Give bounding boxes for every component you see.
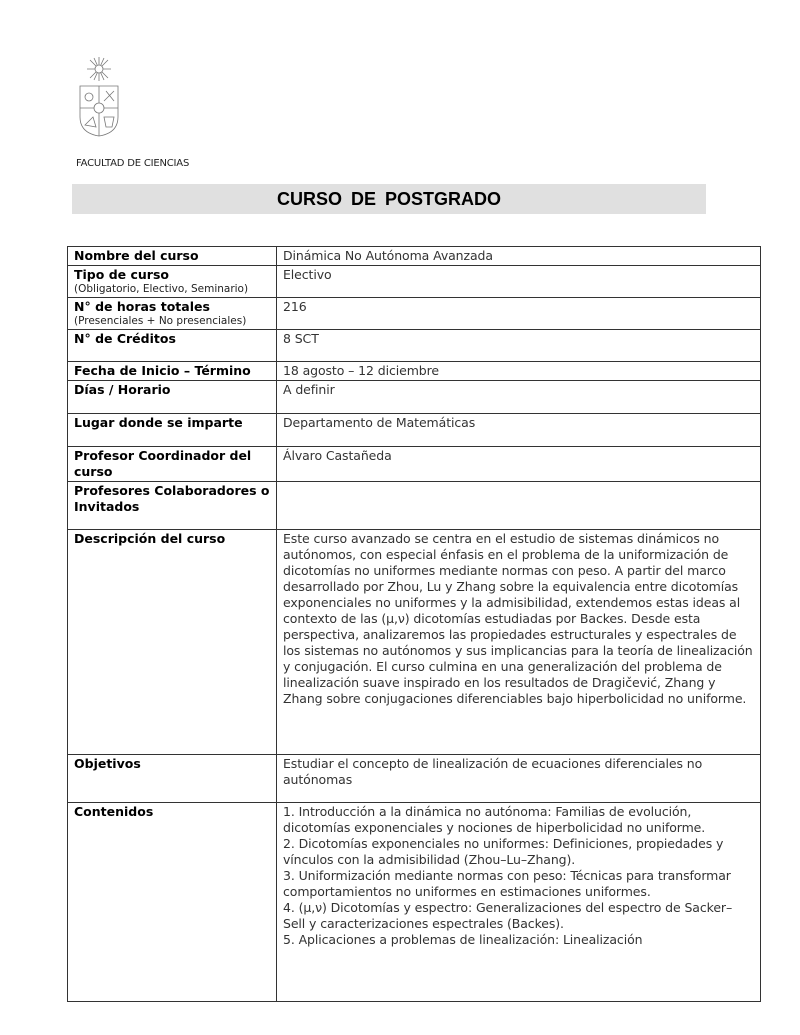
label-lugar: Lugar donde se imparte	[68, 414, 277, 447]
row-colaboradores	[68, 482, 761, 530]
value-contenidos	[277, 803, 761, 1002]
label-nombre: Nombre del curso	[68, 247, 277, 266]
contenidos-list	[283, 804, 754, 1000]
value-fecha: 18 agosto – 12 diciembre	[277, 362, 761, 381]
value-descripcion: Este curso avanzado se centra en el estudio de sistemas dinámicos no autónomos, con especial énfasis en el problema de la uniformización de dicotomías no uniformes mediante normas con peso. A partir del marco desarrollado por Zhou, Lu y Zhang sobre la equivalencia entre dicotomías exponenciales no uniformes y la admisibilidad, extendemos estas ideas al contexto de las (μ,ν) dicotomías estudiadas por Backes. Desde esta perspectiva, analizaremos las propiedades estructurales y espectrales de los sistemas no autónomos y sus implicancias para la teoría de linealización y conjugación. El curso culmina en una generalización del problema de linealización suave inspirado en los resultados de Dragičević, Zhang y Zhang sobre conjugaciones diferenciables bajo hiperbolicidad no uniforme.	[277, 530, 761, 755]
contenidos-item: 1. Introducción a la dinámica no autónoma: Familias de evolución, dicotomías exponenciales y nociones de hiperbolicidad no uniforme.	[283, 804, 706, 835]
faculty-name: FACULTAD DE CIENCIAS	[76, 158, 190, 169]
contenidos-item: 4. (μ,ν) Dicotomías y espectro: Generalizaciones del espectro de Sacker–Sell y caracterizaciones espectrales (Backes).	[283, 900, 733, 931]
contenidos-item: 3. Uniformización mediante normas con peso: Técnicas para transformar comportamientos no uniformes en estimaciones uniformes.	[283, 868, 731, 899]
row-objetivos	[68, 755, 761, 803]
row-descripcion	[68, 530, 761, 755]
sublabel-horas: (Presenciales + No presenciales)	[74, 315, 247, 327]
label-horas: N° de horas totales	[74, 299, 210, 314]
university-seal-logo	[74, 55, 124, 137]
course-info-table	[67, 246, 761, 1002]
value-lugar: Departamento de Matemáticas	[277, 414, 761, 447]
row-dias	[68, 381, 761, 414]
sublabel-tipo: (Obligatorio, Electivo, Seminario)	[74, 283, 249, 295]
label-profesor: Profesor Coordinador del curso	[68, 447, 277, 482]
row-nombre	[68, 247, 761, 266]
value-profesor: Álvaro Castañeda	[277, 447, 761, 482]
row-tipo	[68, 266, 761, 298]
value-horas: 216	[277, 298, 761, 330]
label-descripcion: Descripción del curso	[68, 530, 277, 755]
page-title: CURSO DE POSTGRADO	[276, 188, 502, 209]
row-profesor	[68, 447, 761, 482]
label-tipo-cell	[68, 266, 277, 298]
row-horas	[68, 298, 761, 330]
label-colaboradores: Profesores Colaboradores o Invitados	[68, 482, 277, 530]
row-fecha	[68, 362, 761, 381]
value-tipo: Electivo	[277, 266, 761, 298]
label-tipo: Tipo de curso	[74, 267, 169, 282]
contenidos-item: 5. Aplicaciones a problemas de linealización: Linealización	[283, 932, 643, 947]
label-horas-cell	[68, 298, 277, 330]
contenidos-item: 2. Dicotomías exponenciales no uniformes: Definiciones, propiedades y vínculos con la admisibilidad (Zhou–Lu–Zhang).	[283, 836, 724, 867]
title-banner	[72, 184, 706, 214]
label-dias: Días / Horario	[68, 381, 277, 414]
value-colaboradores	[277, 482, 761, 530]
label-contenidos: Contenidos	[68, 803, 277, 1002]
value-nombre: Dinámica No Autónoma Avanzada	[277, 247, 761, 266]
value-objetivos: Estudiar el concepto de linealización de ecuaciones diferenciales no autónomas	[277, 755, 761, 803]
label-fecha: Fecha de Inicio – Término	[68, 362, 277, 381]
value-dias: A definir	[277, 381, 761, 414]
value-creditos: 8 SCT	[277, 330, 761, 362]
label-creditos: N° de Créditos	[68, 330, 277, 362]
label-objetivos: Objetivos	[68, 755, 277, 803]
row-contenidos	[68, 803, 761, 1002]
row-creditos	[68, 330, 761, 362]
row-lugar	[68, 414, 761, 447]
